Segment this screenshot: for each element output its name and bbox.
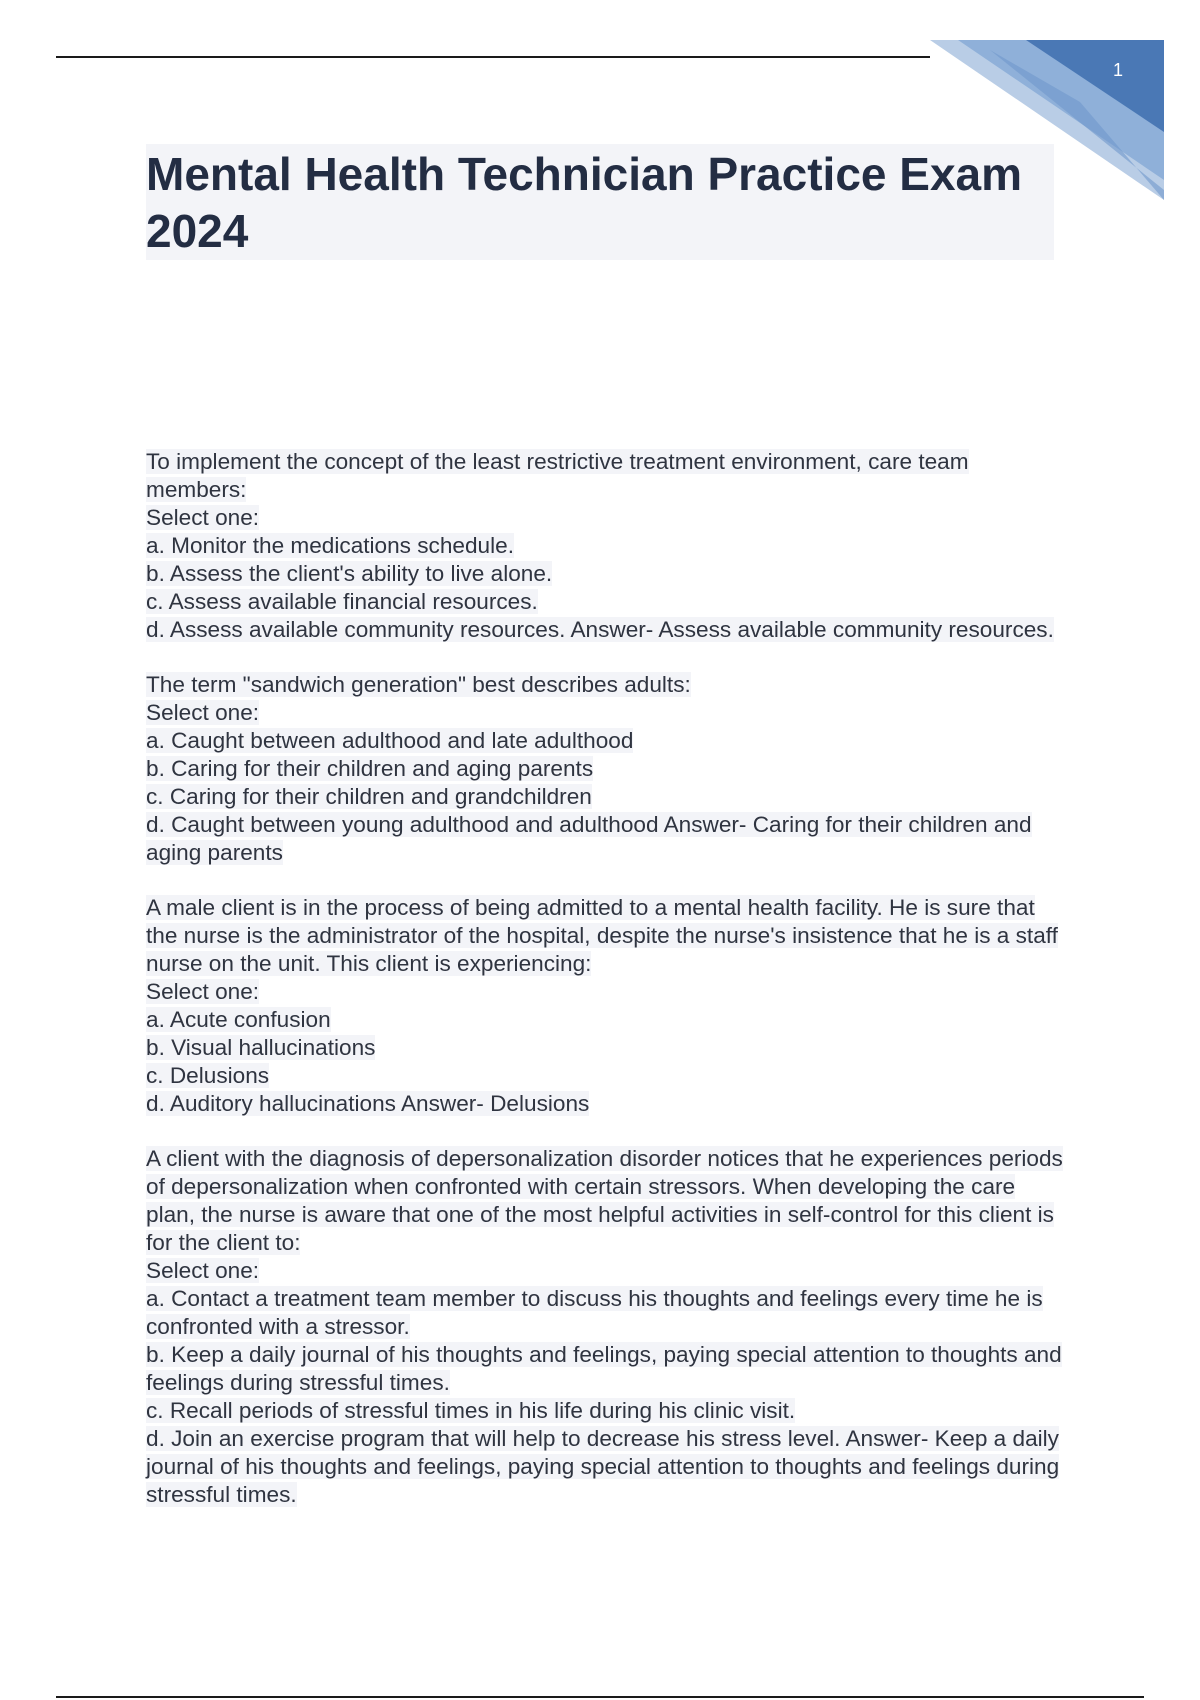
option-b	[146, 755, 1066, 783]
question-prompt-text: Select one:	[146, 505, 260, 530]
option-text: c. Caring for their children and grandchildren	[146, 784, 592, 809]
question-prompt-text: Select one:	[146, 979, 260, 1004]
option-a	[146, 727, 1066, 755]
question-text	[146, 448, 1066, 504]
option-text: c. Recall periods of stressful times in his life during his clinic visit.	[146, 1398, 796, 1423]
option-a	[146, 1006, 1066, 1034]
option-b	[146, 560, 1066, 588]
option-text: a. Contact a treatment team member to discuss his thoughts and feelings every time he is confronted with a stressor.	[146, 1286, 1043, 1339]
option-text: d. Join an exercise program that will help to decrease his stress level. Answer- Keep a daily journal of his thoughts and feelings, paying special attention to thoughts and feelings during stressful times.	[146, 1426, 1060, 1507]
option-text: d. Auditory hallucinations Answer- Delusions	[146, 1091, 590, 1116]
option-text: d. Caught between young adulthood and adulthood Answer- Caring for their children and aging parents	[146, 812, 1032, 865]
option-text: a. Caught between adulthood and late adulthood	[146, 728, 634, 753]
option-a	[146, 1285, 1066, 1341]
option-c	[146, 783, 1066, 811]
option-text: c. Delusions	[146, 1063, 270, 1088]
question-text	[146, 1145, 1066, 1257]
footer-rule	[56, 1696, 1144, 1698]
option-d	[146, 616, 1066, 644]
option-d	[146, 811, 1066, 867]
page-title: Mental Health Technician Practice Exam 2024	[146, 148, 1023, 257]
option-a	[146, 532, 1066, 560]
question-prompt-text: Select one:	[146, 1258, 260, 1283]
option-text: b. Visual hallucinations	[146, 1035, 376, 1060]
page-number: 1	[1112, 60, 1123, 80]
question-prompt	[146, 504, 1066, 532]
question-prompt	[146, 1257, 1066, 1285]
question-prompt-text: Select one:	[146, 700, 260, 725]
question-text-content: The term "sandwich generation" best describes adults:	[146, 672, 691, 697]
option-c	[146, 588, 1066, 616]
question-text-content: To implement the concept of the least restrictive treatment environment, care team members:	[146, 449, 969, 502]
question-3	[146, 894, 1066, 1118]
option-c	[146, 1397, 1066, 1425]
question-text-content: A client with the diagnosis of depersonalization disorder notices that he experiences periods of depersonalization when confronted with certain stressors. When developing the care plan, the nurse is aware that one of the most helpful activities in self-control for this client is for the client to:	[146, 1146, 1063, 1255]
question-list	[146, 448, 1066, 1536]
option-text: d. Assess available community resources. Answer- Assess available community resources.	[146, 617, 1054, 642]
title-block	[146, 144, 1054, 260]
question-prompt	[146, 699, 1066, 727]
question-text	[146, 894, 1066, 978]
option-text: a. Monitor the medications schedule.	[146, 533, 514, 558]
option-d	[146, 1090, 1066, 1118]
option-b	[146, 1341, 1066, 1397]
question-4	[146, 1145, 1066, 1509]
option-text: b. Assess the client's ability to live alone.	[146, 561, 553, 586]
question-2	[146, 671, 1066, 867]
option-c	[146, 1062, 1066, 1090]
option-d	[146, 1425, 1066, 1509]
option-text: b. Keep a daily journal of his thoughts and feelings, paying special attention to thoughts and feelings during stressful times.	[146, 1342, 1062, 1395]
header-rule	[56, 56, 930, 58]
question-prompt	[146, 978, 1066, 1006]
option-text: a. Acute confusion	[146, 1007, 331, 1032]
option-b	[146, 1034, 1066, 1062]
question-1	[146, 448, 1066, 644]
option-text: c. Assess available financial resources.	[146, 589, 538, 614]
option-text: b. Caring for their children and aging parents	[146, 756, 594, 781]
question-text-content: A male client is in the process of being admitted to a mental health facility. He is sure that the nurse is the administrator of the hospital, despite the nurse's insistence that he is a staff nurse on the unit. This client is experiencing:	[146, 895, 1058, 976]
question-text	[146, 671, 1066, 699]
